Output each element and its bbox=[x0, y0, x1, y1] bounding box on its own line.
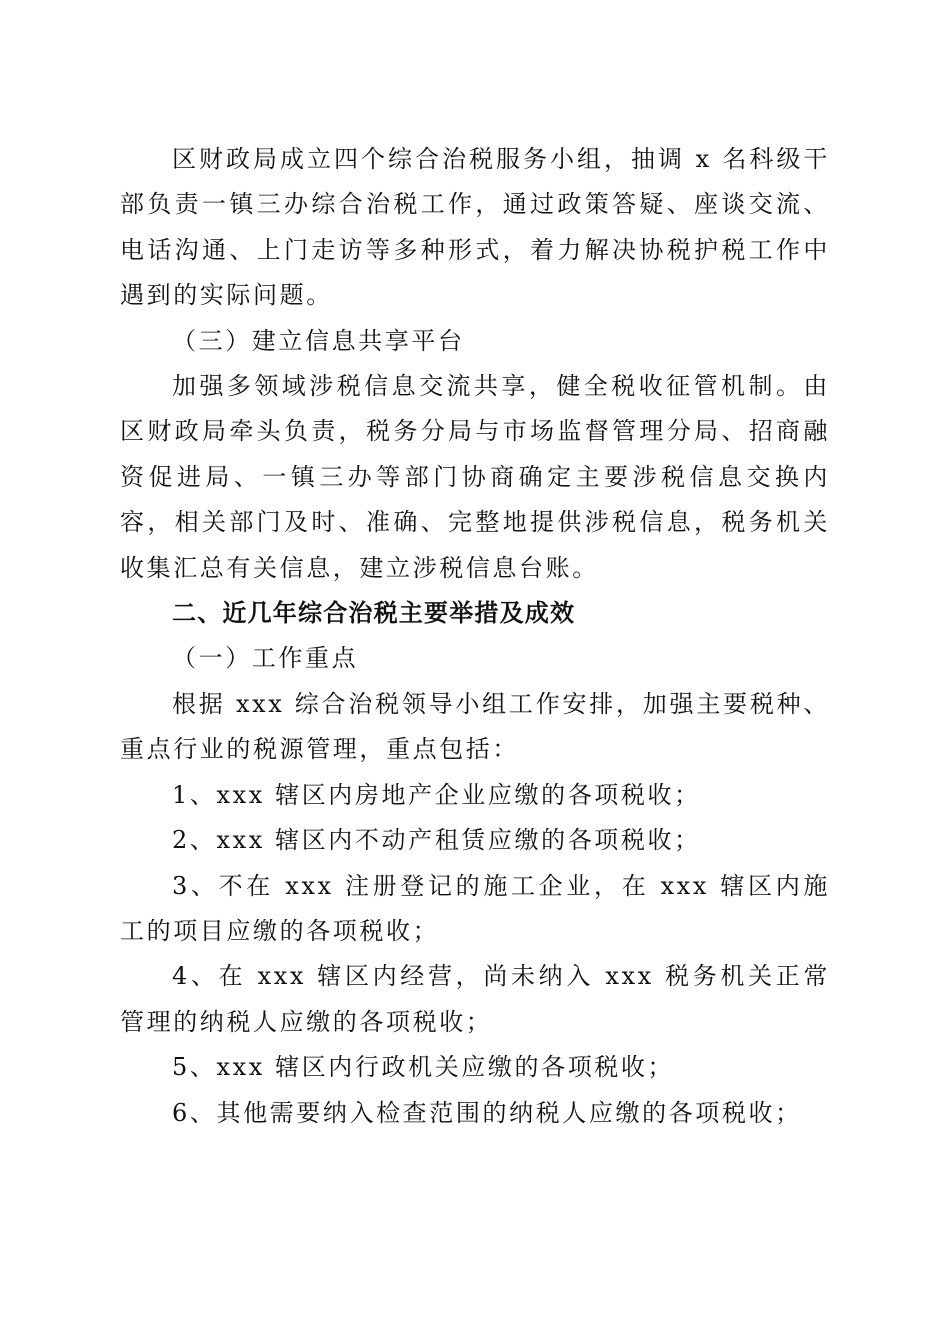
section-heading-measures: 二、近几年综合治税主要举措及成效 bbox=[172, 599, 576, 628]
list-item-6: 6、其他需要纳入检查范围的纳税人应缴的各项税收； bbox=[172, 1098, 802, 1127]
paragraph-tax-service-groups: 区财政局成立四个综合治税服务小组，抽调 x 名科级干部负责一镇三办综合治税工作，通过政策答疑、座谈交流、电话沟通、上门走访等多种形式，着力解决协税护税工作中遇到的实际问题。 bbox=[120, 145, 830, 310]
list-item-1: 1、xxx 辖区内房地产企业应缴的各项税收； bbox=[172, 780, 701, 809]
paragraph-info-sharing: 加强多领域涉税信息交流共享，健全税收征管机制。由区财政局牵头负责，税务分局与市场监督管理分局、招商融资促进局、一镇三办等部门协商确定主要涉税信息交换内容，相关部门及时、准确、完整地提供涉税信息，税务机关收集汇总有关信息，建立涉税信息台账。 bbox=[120, 372, 830, 582]
paragraph-work-focus-intro: 根据 xxx 综合治税领导小组工作安排，加强主要税种、重点行业的税源管理，重点包括： bbox=[120, 689, 830, 764]
subheading-info-sharing-platform: （三）建立信息共享平台 bbox=[172, 326, 465, 355]
list-item-5: 5、xxx 辖区内行政机关应缴的各项税收； bbox=[172, 1053, 675, 1082]
subheading-work-focus: （一）工作重点 bbox=[172, 644, 359, 673]
list-item-3: 3、不在 xxx 注册登记的施工企业，在 xxx 辖区内施工的项目应缴的各项税收； bbox=[120, 871, 830, 945]
document-body bbox=[120, 137, 830, 1136]
list-item-2: 2、xxx 辖区内不动产租赁应缴的各项税收； bbox=[172, 826, 701, 855]
list-item-4: 4、在 xxx 辖区内经营，尚未纳入 xxx 税务机关正常管理的纳税人应缴的各项税收； bbox=[120, 962, 830, 1036]
